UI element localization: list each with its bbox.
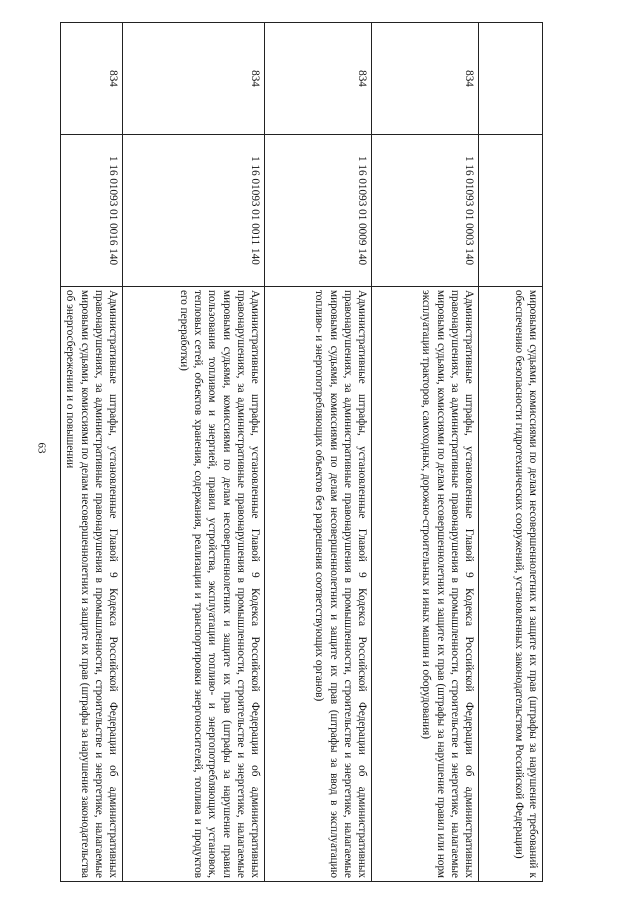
kbk-code-cell: 1 16 01093 01 0011 140 <box>123 135 265 287</box>
kbk-code-cell: 1 16 01093 01 0016 140 <box>61 135 123 287</box>
admin-code-cell: 834 <box>61 23 123 135</box>
admin-code-cell: 834 <box>372 23 479 135</box>
description-cell: Административные штрафы, установленные Главой 9 Кодекса Российской Федерации об административных правонарушениях, за административные правонарушения в промышленности, строительстве и энергетике, налагаемые мировыми судьями, комиссиями по делам несовершеннолетних и защите их прав (штрафы за ввод в эксплуатацию топливо- и энергопотребляющих объектов без разрешения соответствующих органов) <box>265 287 372 882</box>
kbk-code-cell: 1 16 01093 01 0003 140 <box>372 135 479 287</box>
table-row <box>479 23 543 882</box>
table-row <box>265 23 372 882</box>
description-cell: Административные штрафы, установленные Главой 9 Кодекса Российской Федерации об административных правонарушениях, за административные правонарушения в промышленности, строительстве и энергетике, налагаемые мировыми судьями, комиссиями по делам несовершеннолетних и защите их прав (штрафы за нарушение правил пользования топливом и энергией, правил устройства, эксплуатации топливо- и энергопотребляющих установок, тепловых сетей, объектов хранения, содержания, реализации и транспортировки энергоносителей, топлива и продуктов его переработки) <box>123 287 265 882</box>
description-cell: Административные штрафы, установленные Главой 9 Кодекса Российской Федерации об административных правонарушениях, за административные правонарушения в промышленности, строительстве и энергетике, налагаемые мировыми судьями, комиссиями по делам несовершеннолетних и защите их прав (штрафы за нарушение законодательства об энергосбережении и о повышении <box>61 287 123 882</box>
table-row <box>61 23 123 882</box>
rotated-table-container <box>61 22 543 882</box>
table-row <box>123 23 265 882</box>
budget-code-table <box>60 22 543 882</box>
kbk-code-cell <box>479 135 543 287</box>
admin-code-cell <box>479 23 543 135</box>
admin-code-cell: 834 <box>123 23 265 135</box>
kbk-code-cell: 1 16 01093 01 0009 140 <box>265 135 372 287</box>
admin-code-cell: 834 <box>265 23 372 135</box>
page-number: 63 <box>35 442 48 454</box>
description-cell: Административные штрафы, установленные Главой 9 Кодекса Российской Федерации об административных правонарушениях, за административные правонарушения в промышленности, строительстве и энергетике, налагаемые мировыми судьями, комиссиями по делам несовершеннолетних и защите их прав (штрафы за нарушение правил или норм эксплуатации тракторов, самоходных, дорожно-строительных и иных машин и оборудования) <box>372 287 479 882</box>
description-cell: мировыми судьями, комиссиями по делам несовершеннолетних и защите их прав (штрафы за нарушение требований к обеспечению безопасности гидротехнических сооружений, установленных законодательством Российской Федерации) <box>479 287 543 882</box>
table-row <box>372 23 479 882</box>
